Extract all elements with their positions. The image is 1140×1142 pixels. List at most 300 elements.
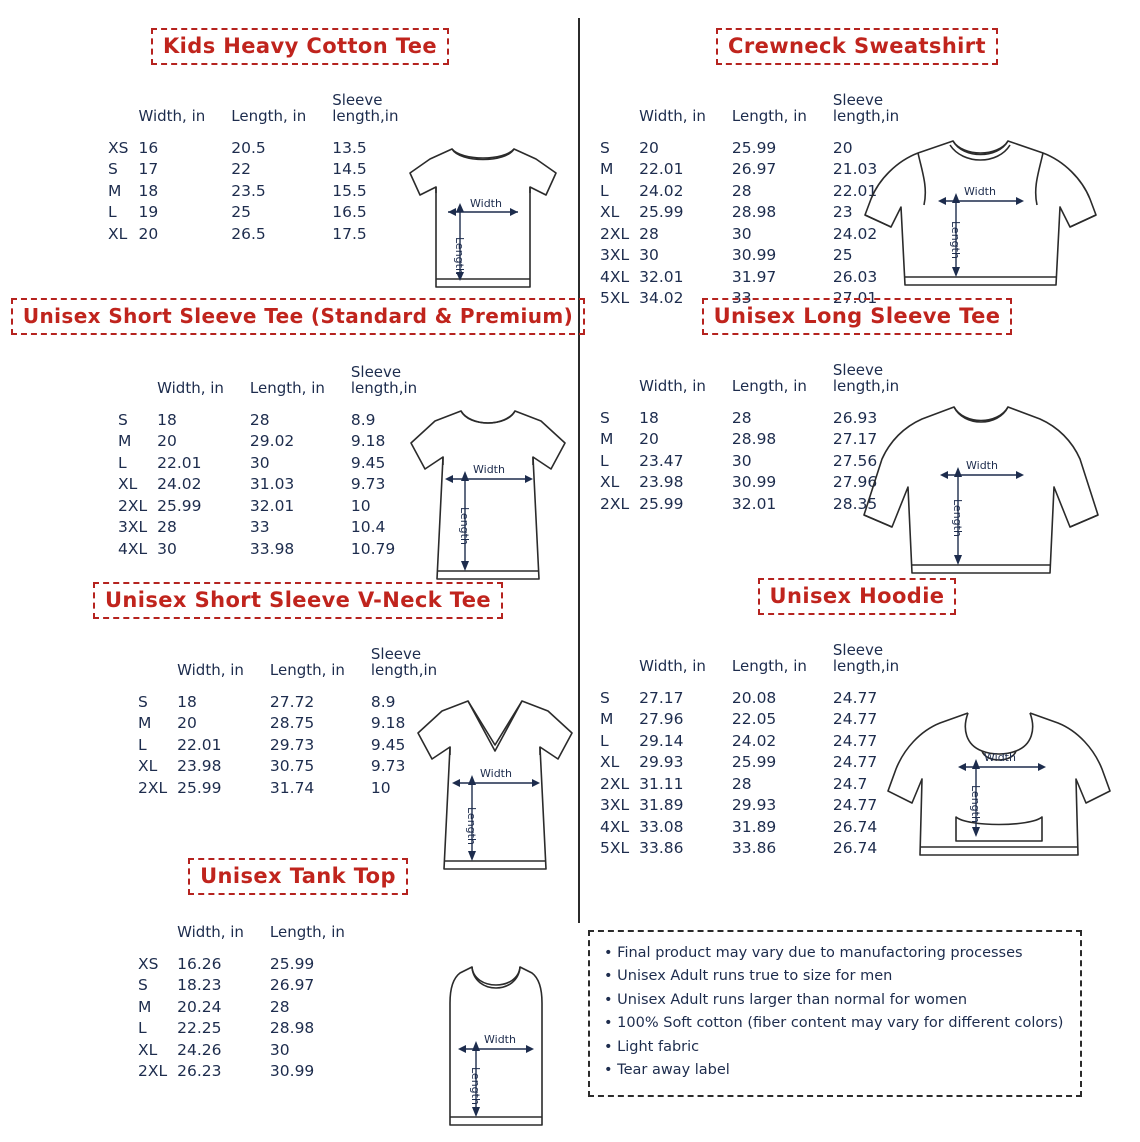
cell-width: 34.02 (639, 289, 684, 307)
cell-sleeve: 24.77 (832, 796, 878, 814)
cell-size: M (138, 997, 152, 1016)
figure-width-label: Width (473, 463, 505, 476)
cell-sleeve: 28.35 (832, 494, 878, 513)
cell-sleeve: 24.77 (832, 710, 878, 728)
cell-length: 30 (731, 451, 752, 470)
figure-length-label: Length (453, 237, 466, 275)
note-item (604, 1059, 1066, 1082)
cell-size: L (600, 181, 609, 200)
col-sleeve (371, 647, 463, 693)
cell-sleeve: 9.45 (370, 735, 406, 754)
cell-size: 2XL (600, 494, 630, 513)
table-row (600, 796, 925, 818)
cell-length: 33 (249, 518, 270, 536)
cell-size: 2XL (600, 774, 630, 793)
cell-size: L (118, 453, 127, 472)
cell-length: 28.98 (731, 430, 777, 448)
section-unisex-tank-top (28, 858, 568, 1125)
cell-width: 18 (639, 408, 659, 427)
cell-length: 30.99 (731, 246, 777, 264)
figure-width-label: Width (480, 767, 512, 780)
cell-width: 22.01 (177, 735, 222, 754)
cell-sleeve: 24.77 (832, 731, 878, 750)
note-text: Final product may vary due to manufactoring processes (617, 945, 1023, 961)
cell-size: M (138, 714, 152, 732)
cell-length: 22 (231, 160, 251, 178)
cell-sleeve: 17.5 (332, 224, 367, 243)
note-text: Unisex Adult runs larger than normal for women (617, 991, 968, 1008)
cell-width: 20 (639, 430, 659, 448)
section-title: Unisex Short Sleeve Tee (Standard & Premium) (11, 298, 585, 335)
col-sleeve (833, 643, 925, 689)
cell-width: 25.99 (639, 203, 684, 221)
section-content (592, 615, 1122, 875)
cell-length: 33.98 (249, 539, 295, 558)
cell-sleeve: 9.73 (370, 757, 406, 775)
cell-size: M (600, 710, 614, 728)
cell-width: 20 (177, 714, 197, 732)
col-sleeve-line2: length,in (832, 656, 900, 675)
cell-size: 4XL (600, 817, 630, 836)
kids-tee-illustration (390, 137, 575, 302)
section-content (592, 335, 1122, 595)
cell-size: M (108, 181, 122, 200)
cell-size: 4XL (600, 267, 630, 286)
section-title-wrap (28, 858, 568, 895)
cell-width: 18.23 (177, 976, 222, 995)
cell-width: 25.99 (177, 778, 222, 797)
cell-sleeve: 27.56 (832, 451, 878, 470)
table-row (600, 710, 925, 732)
cell-size: 5XL (600, 839, 630, 857)
cell-width: 28 (639, 224, 659, 243)
cell-size: 2XL (138, 1062, 168, 1081)
cell-length: 20.08 (731, 688, 777, 707)
table-row (138, 1019, 371, 1041)
col-width: Width, in (138, 106, 206, 125)
cell-length: 31.89 (731, 817, 777, 836)
cell-length: 30 (249, 453, 270, 472)
bullet-icon: • (604, 945, 613, 961)
cell-length: 28 (731, 408, 752, 427)
cell-width: 16.26 (177, 954, 222, 973)
section-crewneck-sweatshirt (592, 28, 1122, 310)
tank-top-illustration (416, 957, 576, 1142)
table-header-row (600, 643, 925, 689)
cell-width: 17 (138, 160, 159, 178)
cell-sleeve: 24.02 (832, 224, 878, 243)
col-size (138, 925, 177, 955)
cell-size: XL (600, 473, 620, 491)
cell-size: XL (600, 203, 620, 221)
cell-sleeve: 15.5 (332, 181, 367, 200)
section-title: Crewneck Sweatshirt (716, 28, 998, 65)
cell-size: S (138, 976, 148, 995)
cell-sleeve: 26.93 (832, 408, 878, 427)
cell-size: L (138, 735, 147, 754)
cell-width: 27.96 (639, 710, 684, 728)
cell-size: XL (108, 224, 128, 243)
cell-length: 25.99 (731, 138, 777, 157)
table-row (600, 818, 925, 840)
col-width: Width, in (157, 378, 224, 397)
figure-length-label: Length (951, 499, 964, 537)
cell-size: XL (138, 757, 158, 775)
section-content (18, 335, 578, 600)
note-text: Tear away label (617, 1062, 730, 1079)
cell-length: 31.74 (269, 778, 315, 797)
cell-length: 33 (731, 289, 752, 307)
cell-width: 33.08 (639, 817, 684, 836)
note-text: 100% Soft cotton (fiber content may vary for different colors) (617, 1015, 1064, 1032)
figure-length-label: Length (458, 507, 471, 545)
bullet-icon: • (604, 991, 613, 1008)
cell-size: L (138, 1019, 147, 1038)
bullet-icon: • (604, 1038, 613, 1055)
cell-sleeve: 27.17 (832, 430, 878, 448)
cell-length: 26.97 (269, 976, 315, 995)
section-title-wrap (28, 582, 568, 619)
cell-sleeve: 21.03 (832, 160, 878, 178)
note-text: Unisex Adult runs true to size for men (617, 968, 893, 985)
col-sleeve-line1: Sleeve (832, 361, 884, 379)
col-width: Width, in (177, 923, 244, 941)
table-row (108, 203, 424, 225)
cell-length: 31.97 (731, 267, 777, 286)
cell-width: 23.98 (177, 757, 222, 775)
section-title: Unisex Tank Top (188, 858, 408, 895)
col-sleeve-line1: Sleeve (370, 645, 422, 663)
section-title-wrap (30, 28, 570, 65)
figure-width-label: Width (964, 185, 996, 198)
cell-length: 24.02 (731, 731, 777, 750)
cell-size: L (600, 451, 609, 470)
cell-width: 24.26 (177, 1040, 222, 1059)
col-length: Length, in (731, 376, 807, 395)
col-sleeve-line2: length,in (370, 660, 438, 679)
cell-sleeve: 10.4 (350, 518, 386, 536)
col-width: Width, in (639, 656, 706, 675)
table-row (600, 689, 925, 711)
cell-size: 2XL (138, 778, 168, 797)
cell-length: 28 (249, 410, 270, 429)
cell-width: 18 (177, 692, 197, 711)
cell-sleeve: 24.77 (832, 753, 878, 771)
col-sleeve-line2: length,in (832, 376, 900, 395)
section-unisex-hoodie (592, 578, 1122, 875)
cell-length: 33.86 (731, 839, 777, 857)
section-content (592, 65, 1122, 310)
table-row (138, 955, 371, 977)
figure-length-label: Length (949, 221, 962, 259)
cell-size: 5XL (600, 289, 630, 307)
cell-size: 3XL (118, 518, 148, 536)
cell-sleeve: 10.79 (350, 539, 396, 558)
crewneck-sweatshirt-illustration (858, 127, 1103, 302)
col-length: Length, in (231, 106, 307, 125)
cell-width: 16 (138, 138, 159, 157)
table-header-row (108, 93, 424, 139)
cell-size: L (108, 203, 117, 221)
cell-size: XS (138, 954, 159, 973)
table-row (600, 732, 925, 754)
cell-width: 28 (157, 518, 177, 536)
bullet-icon: • (604, 1015, 613, 1032)
col-length: Length, in (269, 660, 345, 679)
note-item (604, 989, 1066, 1012)
cell-size: 2XL (600, 224, 630, 243)
cell-length: 30.99 (269, 1062, 315, 1081)
col-sleeve-line2: length,in (332, 106, 399, 125)
col-size (108, 93, 138, 139)
figure-length-label: Length (969, 785, 982, 823)
col-size (118, 365, 157, 411)
col-size (138, 647, 177, 693)
cell-length: 29.93 (731, 796, 777, 814)
figure-length-label: Length (469, 1067, 482, 1105)
cell-width: 22.01 (639, 160, 684, 178)
cell-sleeve: 23 (832, 203, 853, 221)
cell-length: 28 (269, 997, 290, 1016)
cell-width: 30 (157, 539, 177, 558)
cell-width: 20 (138, 224, 159, 243)
cell-length: 27.72 (269, 692, 315, 711)
cell-size: 3XL (600, 246, 630, 264)
cell-size: S (108, 160, 118, 178)
figure-width-label: Width (966, 459, 998, 472)
cell-size: XL (118, 475, 138, 493)
cell-size: S (600, 688, 610, 707)
cell-length: 29.73 (269, 735, 315, 754)
cell-width: 23.47 (639, 451, 684, 470)
cell-sleeve: 27.96 (832, 473, 878, 491)
cell-sleeve: 9.73 (350, 475, 386, 493)
cell-sleeve: 20 (832, 138, 853, 157)
table-header-row (138, 925, 371, 955)
table-row (600, 775, 925, 797)
cell-width: 18 (138, 181, 159, 200)
section-title-wrap (592, 578, 1122, 615)
cell-width: 33.86 (639, 839, 684, 857)
cell-width: 23.98 (639, 473, 684, 491)
section-kids-heavy-cotton-tee (30, 28, 570, 295)
cell-width: 31.11 (639, 774, 684, 793)
col-width: Width, in (639, 376, 706, 395)
table-row (108, 182, 424, 204)
section-content (30, 65, 570, 295)
section-title-wrap (18, 298, 578, 335)
col-sleeve (332, 93, 424, 139)
section-title: Kids Heavy Cotton Tee (151, 28, 449, 65)
cell-sleeve: 24.77 (832, 688, 878, 707)
note-text: Light fabric (617, 1038, 700, 1055)
cell-size: M (600, 160, 614, 178)
cell-width: 18 (157, 410, 177, 429)
cell-sleeve: 27.01 (832, 289, 878, 307)
section-title-wrap (592, 298, 1122, 335)
cell-size: S (118, 410, 128, 429)
section-content (28, 619, 568, 859)
cell-length: 22.05 (731, 710, 777, 728)
table-row (600, 753, 925, 775)
col-length: Length, in (731, 106, 807, 125)
cell-sleeve: 26.03 (832, 267, 878, 286)
cell-size: XS (108, 138, 129, 157)
size-table (108, 93, 424, 246)
cell-length: 28 (731, 181, 752, 200)
note-item (604, 1036, 1066, 1059)
notes-box (588, 930, 1082, 1097)
unisex-short-sleeve-tee-illustration (393, 397, 583, 597)
cell-width: 22.01 (157, 453, 202, 472)
cell-sleeve: 24.7 (832, 774, 868, 793)
v-neck-tee-illustration (400, 687, 590, 887)
cell-width: 29.93 (639, 753, 684, 771)
table-row (138, 976, 371, 998)
cell-length: 25.99 (731, 753, 777, 771)
cell-length: 32.01 (249, 496, 295, 515)
cell-sleeve: 8.9 (350, 410, 376, 429)
cell-size: XL (600, 753, 620, 771)
section-title-wrap (592, 28, 1122, 65)
table-row (108, 225, 424, 247)
cell-length: 25 (231, 203, 251, 221)
cell-length: 31.03 (249, 475, 295, 493)
cell-length: 30 (731, 224, 752, 243)
cell-length: 28.98 (731, 203, 777, 221)
cell-width: 31.89 (639, 796, 684, 814)
cell-length: 26.5 (231, 224, 266, 243)
cell-width: 27.17 (639, 688, 684, 707)
cell-width: 30 (639, 246, 659, 264)
long-sleeve-tee-illustration (858, 395, 1103, 590)
cell-size: 2XL (118, 496, 148, 515)
cell-length: 25.99 (269, 954, 315, 973)
table-row (108, 160, 424, 182)
cell-length: 23.5 (231, 181, 266, 200)
cell-size: XL (138, 1040, 158, 1059)
cell-length: 30.99 (731, 473, 777, 491)
section-content (28, 895, 568, 1125)
cell-sleeve: 26.74 (832, 817, 878, 836)
col-size (600, 93, 639, 139)
table-row (138, 1062, 371, 1084)
cell-size: 3XL (600, 796, 630, 814)
col-sleeve-line2: length,in (832, 106, 900, 125)
cell-width: 32.01 (639, 267, 684, 286)
section-title: Unisex Long Sleeve Tee (702, 298, 1013, 335)
cell-size: L (600, 731, 609, 750)
cell-sleeve: 26.74 (832, 839, 878, 857)
cell-length: 32.01 (731, 494, 777, 513)
note-item (604, 942, 1066, 965)
cell-size: M (118, 432, 132, 450)
cell-size: S (600, 138, 610, 157)
cell-sleeve: 25 (832, 246, 853, 264)
bullet-icon: • (604, 968, 613, 985)
section-unisex-short-sleeve-tee (18, 298, 578, 600)
figure-width-label: Width (470, 197, 502, 210)
col-sleeve-line2: length,in (350, 378, 418, 397)
col-width: Width, in (177, 660, 244, 679)
section-title: Unisex Short Sleeve V-Neck Tee (93, 582, 503, 619)
cell-width: 20 (639, 138, 659, 157)
note-item (604, 965, 1066, 988)
cell-length: 28.75 (269, 714, 315, 732)
cell-length: 26.97 (731, 160, 777, 178)
cell-sleeve: 22.01 (832, 181, 878, 200)
col-width: Width, in (639, 106, 706, 125)
cell-width: 20 (157, 432, 177, 450)
cell-length: 29.02 (249, 432, 295, 450)
col-sleeve-line1: Sleeve (832, 641, 884, 659)
figure-width-label: Width (984, 751, 1016, 764)
cell-sleeve: 14.5 (332, 160, 367, 178)
cell-width: 29.14 (639, 731, 684, 750)
cell-length: 30.75 (269, 757, 315, 775)
bullet-icon: • (604, 1062, 613, 1079)
cell-sleeve: 9.18 (370, 714, 406, 732)
cell-sleeve: 9.45 (350, 453, 386, 472)
cell-sleeve: 16.5 (332, 203, 367, 221)
cell-width: 25.99 (639, 494, 684, 513)
unisex-hoodie-illustration (882, 705, 1112, 875)
cell-width: 24.02 (639, 181, 684, 200)
cell-width: 22.25 (177, 1019, 222, 1038)
table-header-row (138, 647, 463, 693)
cell-width: 26.23 (177, 1062, 222, 1081)
size-table (138, 925, 371, 1084)
cell-sleeve: 13.5 (332, 138, 367, 157)
col-size (600, 643, 639, 689)
cell-width: 25.99 (157, 496, 202, 515)
figure-length-label: Length (465, 807, 478, 845)
figure-width-label: Width (484, 1033, 516, 1046)
cell-size: S (600, 408, 610, 427)
cell-size: M (600, 430, 614, 448)
cell-sleeve: 10 (350, 496, 371, 515)
cell-sleeve: 9.18 (350, 432, 386, 450)
col-sleeve-line1: Sleeve (350, 363, 402, 381)
table-row (138, 998, 371, 1020)
size-table (600, 643, 925, 861)
cell-length: 28.98 (269, 1019, 315, 1038)
cell-width: 19 (138, 203, 159, 221)
note-item (604, 1012, 1066, 1035)
cell-sleeve: 10 (370, 778, 391, 797)
cell-length: 30 (269, 1040, 290, 1059)
cell-length: 28 (731, 774, 752, 793)
section-unisex-long-sleeve-tee (592, 298, 1122, 595)
table-row (600, 839, 925, 861)
col-size (600, 363, 639, 409)
section-title: Unisex Hoodie (758, 578, 957, 615)
col-length: Length, in (269, 923, 345, 941)
table-row (108, 139, 424, 161)
cell-width: 24.02 (157, 475, 202, 493)
col-length: Length, in (249, 378, 325, 397)
section-unisex-short-sleeve-v-neck-tee (28, 582, 568, 859)
cell-length: 20.5 (231, 138, 266, 157)
col-sleeve-line1: Sleeve (332, 91, 383, 109)
cell-size: S (138, 692, 148, 711)
col-sleeve-line1: Sleeve (832, 91, 884, 109)
table-row (138, 1041, 371, 1063)
cell-size: 4XL (118, 539, 148, 558)
col-length: Length, in (731, 656, 807, 675)
cell-sleeve: 8.9 (370, 692, 396, 711)
cell-width: 20.24 (177, 997, 222, 1016)
